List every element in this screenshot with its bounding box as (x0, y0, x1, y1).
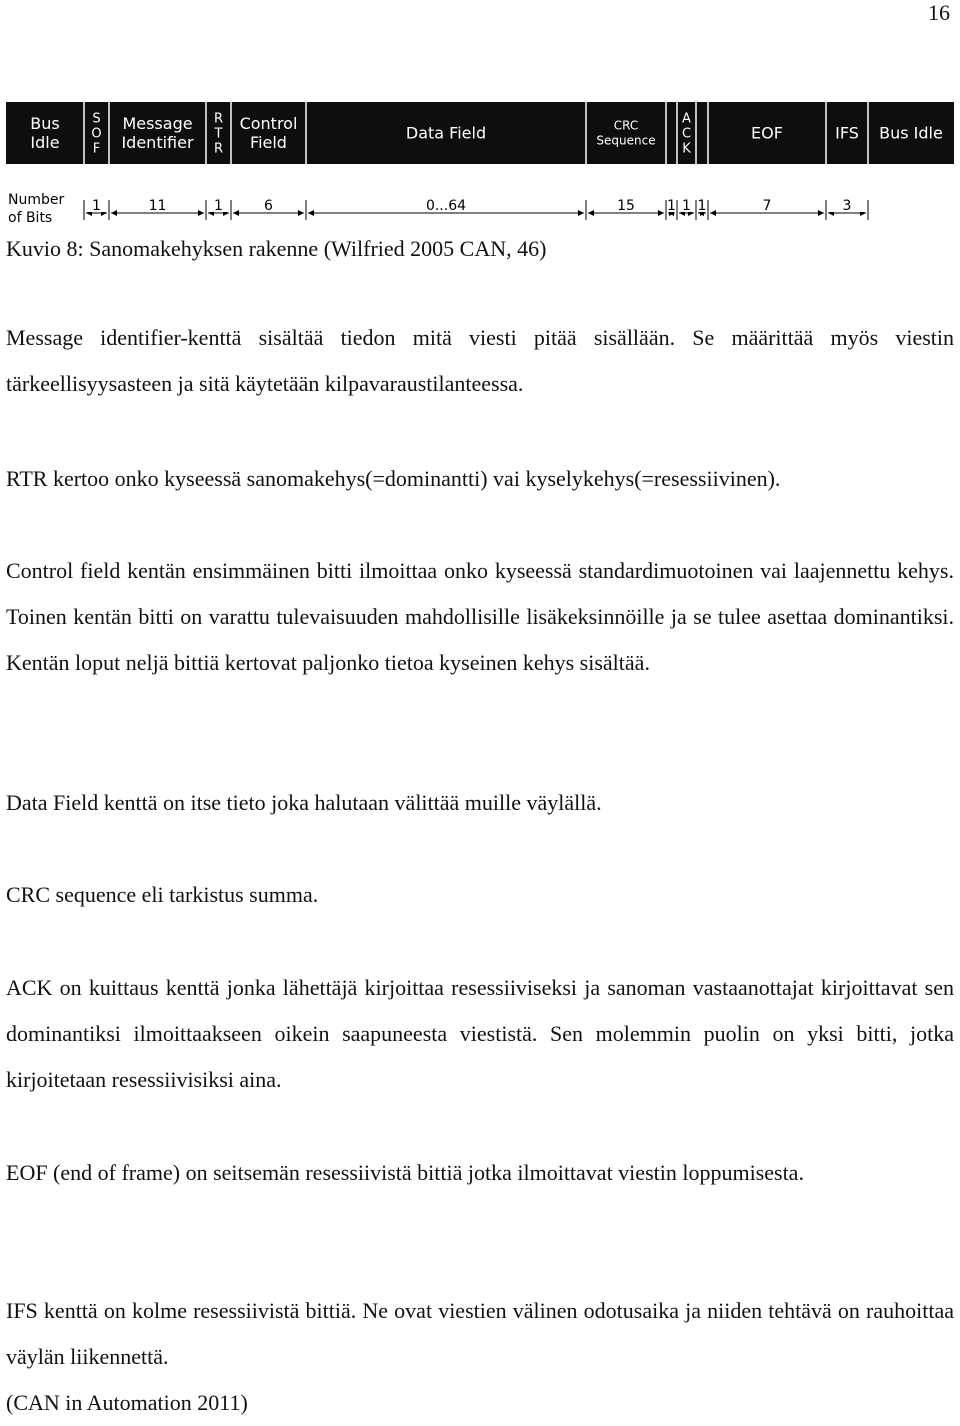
field-label: EOF (751, 123, 783, 143)
can-frame-diagram (6, 102, 954, 232)
bit-count-label: 11 (148, 198, 167, 214)
paragraph-source: (CAN in Automation 2011) (6, 1390, 248, 1415)
figure-caption: Kuvio 8: Sanomakehyksen rakenne (Wilfried 2005 CAN, 46) (6, 236, 547, 261)
bit-count-label: 7 (762, 198, 772, 214)
field-label: S O F (91, 111, 102, 157)
bit-arrow-left (308, 210, 314, 216)
bit-arrow-left (710, 210, 716, 216)
bit-arrow-right (198, 210, 204, 216)
bit-arrow-right (658, 210, 664, 216)
field-label: Bus Idle (30, 114, 60, 153)
field-label: IFS (835, 123, 859, 143)
bit-count-label: 15 (617, 198, 635, 214)
bit-arrow-left (588, 210, 594, 216)
bit-arrow-right (818, 210, 824, 216)
paragraph-message-identifier: Message identifier-kenttä sisältää tiedon mitä viesti pitää sisällään. Se määrittää myös viestin tärkeellisyysasteen ja sitä käytetään kilpavaraustilanteessa. (6, 325, 954, 396)
bit-arrow-right (298, 210, 304, 216)
bit-count-label: 1 (697, 198, 707, 214)
paragraph-eof: EOF (end of frame) on seitsemän resessiivistä bittiä jotka ilmoittavat viestin loppumisesta. (6, 1160, 804, 1185)
paragraph-crc: CRC sequence eli tarkistus summa. (6, 882, 319, 907)
bit-count-label: 0...64 (425, 198, 467, 214)
field-label: Message Identifier (121, 114, 194, 153)
bit-count-label: 1 (92, 198, 101, 214)
bit-count-label: 1 (682, 198, 691, 214)
bit-arrow-left (233, 210, 239, 216)
page-number: 16 (928, 0, 950, 25)
paragraph-ack: ACK on kuittaus kenttä jonka lähettäjä kirjoittaa resessiiviseksi ja sanoman vastaanottajat kirjoittavat sen dominantiksi ilmoittaakseen oikein saapuneesta viestistä. Sen molemmin puolin on yksi bitti, jotka kirjoitetaan resessiivisiksi aina. (6, 975, 954, 1092)
field-label: R T R (213, 111, 224, 157)
bit-arrow-right (578, 210, 584, 216)
paragraph-rtr: RTR kertoo onko kyseessä sanomakehys(=dominantti) vai kyselykehys(=resessiivinen). (6, 466, 781, 491)
paragraph-data-field: Data Field kenttä on itse tieto joka halutaan välittää muille väylällä. (6, 790, 602, 815)
paragraph-control-field: Control field kentän ensimmäinen bitti ilmoittaa onko kyseessä standardimuotoinen vai laajennettu kehys. Toinen kentän bitti on varattu tulevaisuuden mahdollisille lisäkeksinnöille ja se tulee asettaa dominantiksi. Kentän loput neljä bittiä kertovat paljonko tietoa kyseinen kehys sisältää. (6, 558, 954, 675)
bit-count-label: 1 (214, 198, 223, 214)
bit-count-label: 1 (667, 198, 676, 214)
field-label: Control Field (239, 114, 298, 153)
field-label: CRC Sequence (596, 118, 656, 148)
number-of-bits-label: Number of Bits (8, 192, 65, 226)
bit-count-label: 6 (264, 198, 273, 214)
bit-count-label: 3 (842, 198, 852, 214)
paragraph-ifs: IFS kenttä on kolme resessiivistä bittiä. Ne ovat viestien välinen odotusaika ja niiden tehtävä on rauhoittaa väylän liikennettä. (6, 1298, 954, 1369)
field-label: Bus Idle (879, 123, 943, 143)
field-label: Data Field (405, 123, 487, 143)
field-label: A C K (681, 111, 692, 157)
bit-arrow-left (111, 210, 117, 216)
